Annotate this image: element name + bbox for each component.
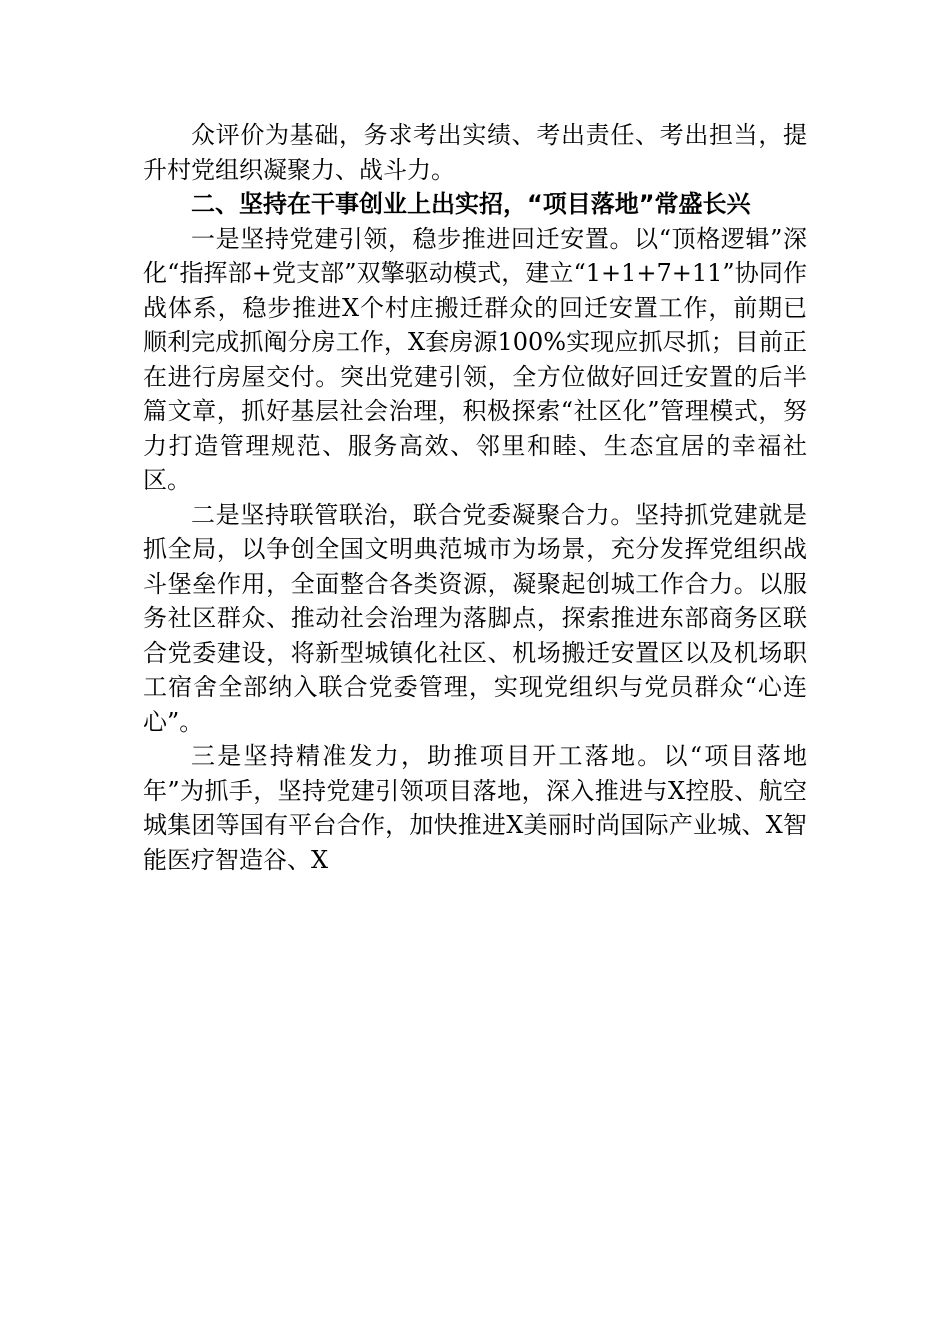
document-body (143, 118, 807, 877)
paragraph-resettlement: 一是坚持党建引领，稳步推进回迁安置。以“顶格逻辑”深化“指挥部+党支部”双擎驱动模式，建立“1+1+7+11”协同作战体系，稳步推进X个村庄搬迁群众的回迁安置工作，前期已顺利完成抓阄分房工作，X套房源100%实现应抓尽抓；目前正在进行房屋交付。突出党建引领，全方位做好回迁安置的后半篇文章，抓好基层社会治理，积极探索“社区化”管理模式，努力打造管理规范、服务高效、邻里和睦、生态宜居的幸福社区。 (143, 224, 807, 494)
section-heading: 二、坚持在干事创业上出实招，“项目落地”常盛长兴 (191, 190, 751, 218)
paragraph-continuation: 众评价为基础，务求考出实绩、考出责任、考出担当，提升村党组织凝聚力、战斗力。 (143, 121, 807, 184)
paragraph-joint-committee: 二是坚持联管联治，联合党委凝聚合力。坚持抓党建就是抓全局，以争创全国文明典范城市为场景，充分发挥党组织战斗堡垒作用，全面整合各类资源，凝聚起创城工作合力。以服务社区群众、推动社会治理为落脚点，探索推进东部商务区联合党委建设，将新型城镇化社区、机场搬迁安置区以及机场职工宿舍全部纳入联合党委管理，实现党组织与党员群众“心连心”。 (143, 500, 807, 736)
paragraph-project-launch: 三是坚持精准发力，助推项目开工落地。以“项目落地年”为抓手，坚持党建引领项目落地，深入推进与X控股、航空城集团等国有平台合作，加快推进X美丽时尚国际产业城、X智能医疗智造谷、X (143, 742, 807, 874)
